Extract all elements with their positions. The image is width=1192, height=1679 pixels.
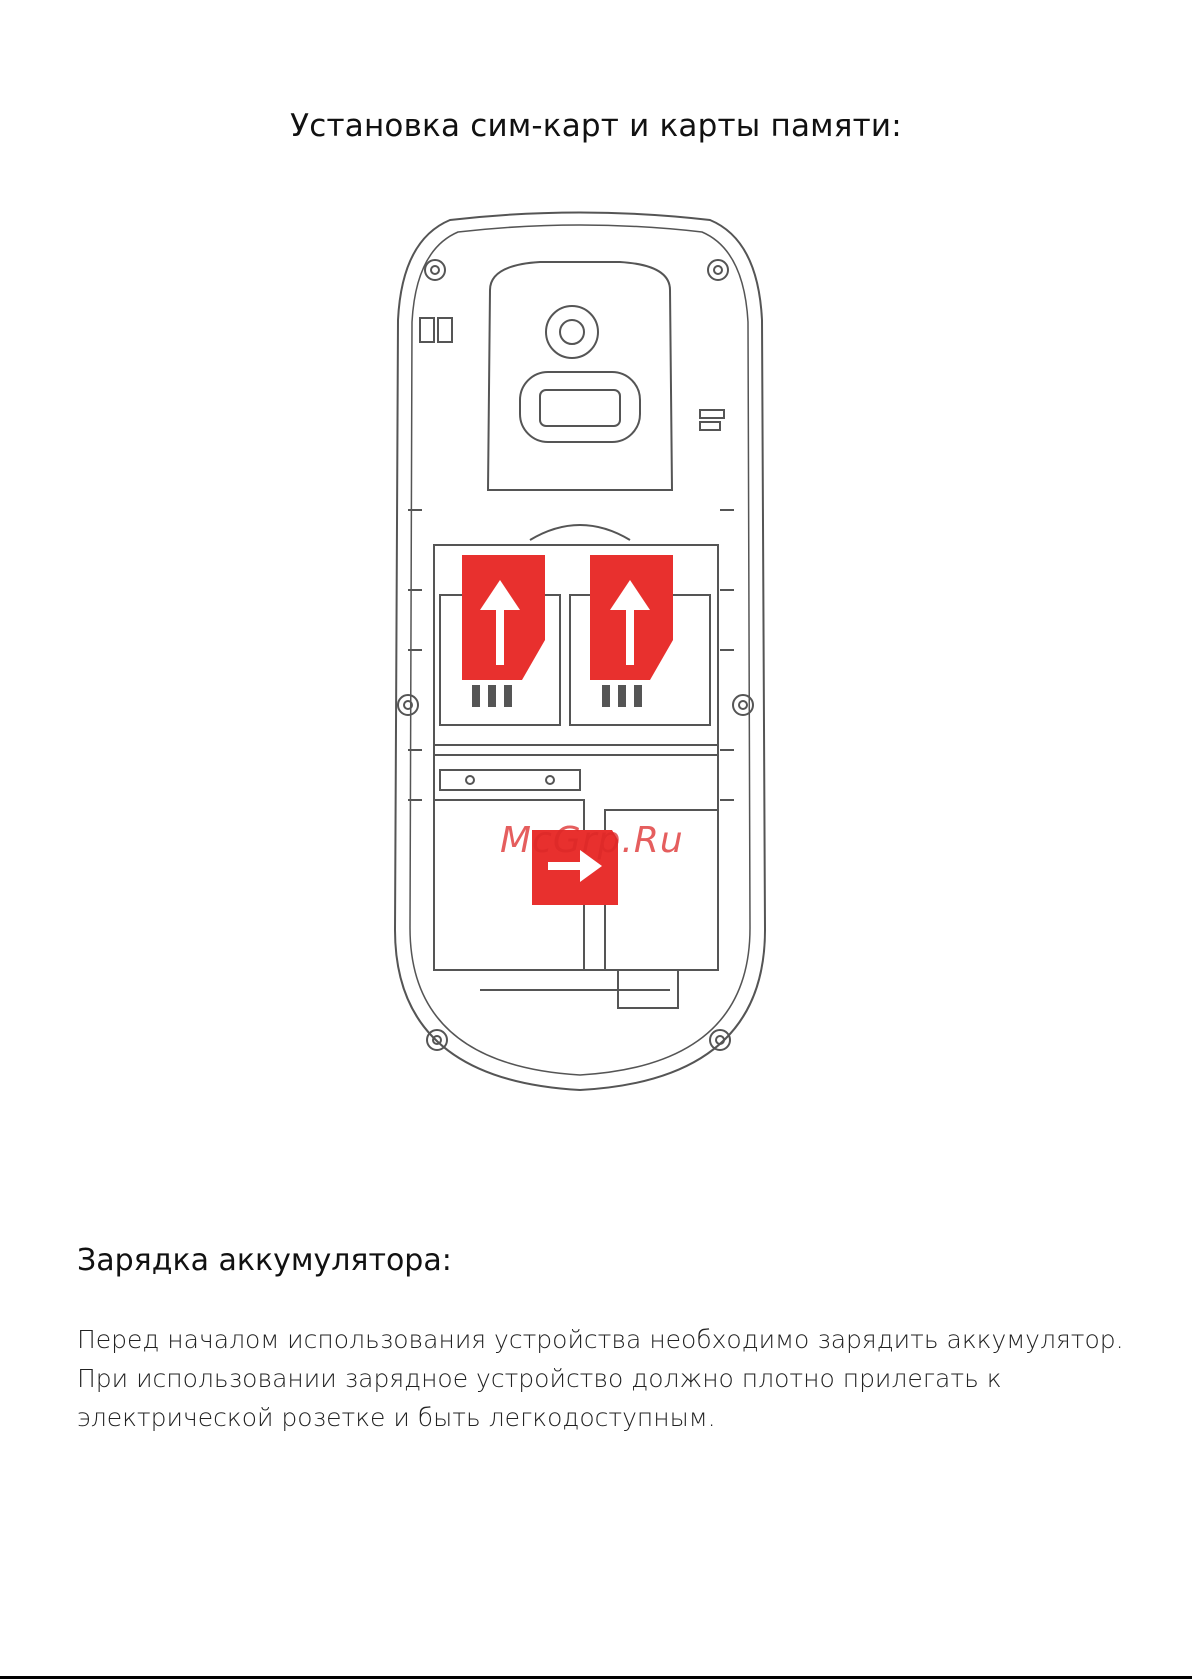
paragraph: Перед началом использования устройства необходимо зарядить аккумулятор.	[77, 1325, 1124, 1354]
phone-back-drawing	[380, 210, 780, 1100]
sim1-arrow-icon	[462, 555, 545, 680]
section-title: Зарядка аккумулятора:	[77, 1243, 452, 1278]
phone-back-illustration	[380, 210, 780, 1100]
watermark: McGrp.Ru	[500, 820, 684, 861]
page-title: Установка сим-карт и карты памяти:	[290, 108, 902, 144]
sim2-arrow-icon	[590, 555, 673, 680]
body-text	[77, 1320, 1137, 1437]
paragraph: При использовании зарядное устройство должно плотно прилегать к электрической розетке и быть легкодоступным.	[77, 1364, 1002, 1432]
